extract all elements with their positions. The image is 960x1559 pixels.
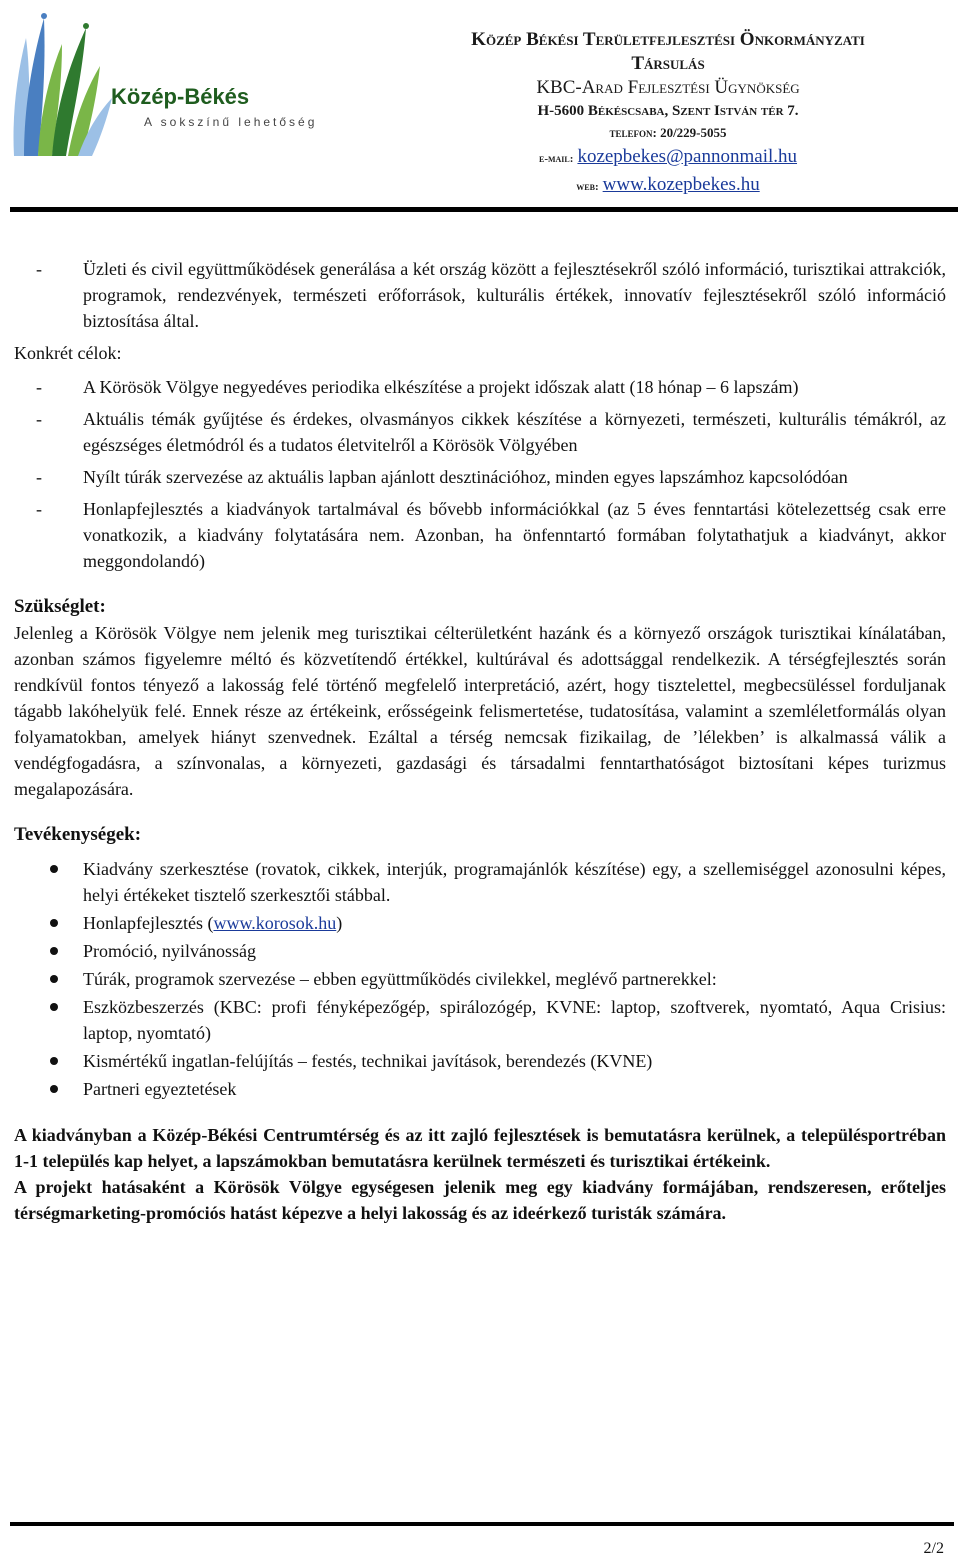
list-item <box>14 1076 946 1102</box>
list-item <box>14 856 946 908</box>
organization-block <box>398 28 938 200</box>
web-link[interactable]: www.kozepbekes.hu <box>602 174 760 195</box>
footer-divider <box>10 1522 954 1526</box>
tree-silhouette-icon <box>8 8 328 158</box>
bullet-icon <box>50 919 58 927</box>
activity-text: Kiadvány szerkesztése (rovatok, cikkek, interjúk, programajánlók készítése) egy, a szellemiséggel azonosulni képes, helyi értékeket tisztelő szerkesztői stábbal. <box>83 859 946 905</box>
activity-text: Eszközbeszerzés (KBC: profi fényképezőgép, spirálozógép, KVNE: laptop, szoftverek, nyomtató, Aqua Crisius: laptop, nyomtató) <box>83 997 946 1043</box>
korosok-link[interactable]: www.korosok.hu <box>213 913 337 933</box>
agency-name: KBC-Arad Fejlesztési Ügynökség <box>536 77 800 98</box>
header-divider <box>10 207 958 212</box>
intro-list <box>14 256 946 334</box>
list-item <box>14 1048 946 1074</box>
goal-item-text: A Körösök Völgye negyedéves periodika elkészítése a projekt időszak alatt (18 hónap – 6 lapszám) <box>83 377 799 397</box>
activity-text: Túrák, programok szervezése – ebben együttműködés civilekkel, meglévő partnerekkel: <box>83 969 717 989</box>
list-item <box>14 374 946 400</box>
list-item <box>14 256 946 334</box>
email-link[interactable]: kozepbekes@pannonmail.hu <box>577 146 798 167</box>
dash-icon: - <box>36 409 42 429</box>
list-item <box>14 496 946 574</box>
list-item <box>14 994 946 1046</box>
web-label: web: <box>576 181 599 193</box>
org-name-line1: Közép Békési Területfejlesztési Önkormányzati <box>471 29 865 50</box>
org-address: H-5600 Békéscsaba, Szent István tér 7. <box>537 103 799 119</box>
dash-icon: - <box>36 259 42 279</box>
activity-text: Promóció, nyilvánosság <box>83 941 256 961</box>
goals-label: Konkrét célok: <box>14 343 122 363</box>
bullet-icon <box>50 865 58 873</box>
closing-paragraph-1: A kiadványban a Közép-Békési Centrumtérség és az itt zajló fejlesztések is bemutatásra kerülnek, a településportréban 1-1 település kap helyet, a lapszámokban bemutatásra kerülnek természeti és turisztikai értékeink. <box>14 1125 946 1171</box>
list-item <box>14 406 946 458</box>
goals-list <box>14 374 946 574</box>
need-heading: Szükséglet: <box>14 596 106 617</box>
activity-text-suffix: ) <box>336 913 343 933</box>
page-number: 2/2 <box>923 1540 944 1557</box>
need-paragraph: Jelenleg a Körösök Völgye nem jelenik meg turisztikai célterületként hazánk és a környező országok turisztikai kínálatában, azonban számos figyelemre méltó és közvetítendő értékkel, kultúrával és adottsággal rendelkezik. A térségfejlesztés során rendkívül fontos tényező a lakosság felé történő megfelelő interpretáció, azért, hogy tisztelettel, megbecsüléssel forduljanak tágabb lakóhelyük felé. Ennek része az értékeink, erősségeink felismertetése, tudatosítása, valamint a szemléletformálás olyan folyamatokban, amelyek hiányt szenvednek. Ezáltal a térség nemcsak fizikailag, de ’lélekben’ is alkalmassá válik a vendégfogadásra, a színvonalas, a környezeti, gazdasági és társadalmi fenntarthatóságot biztosítani képes turizmus megalapozására. <box>14 623 946 799</box>
letterhead <box>0 0 960 205</box>
bullet-icon <box>50 1057 58 1065</box>
logo-subtitle: A sokszínű lehetőség <box>144 115 318 129</box>
closing-paragraph-2: A projekt hatásaként a Körösök Völgye egységesen jelenik meg egy kiadvány formájában, rendszeresen, erőteljes térségmarketing-promóciós hatást képezve a helyi lakosság és az ideérkező turisták számára. <box>14 1177 946 1223</box>
email-label: e-mail: <box>538 153 574 165</box>
activity-text-prefix: Honlapfejlesztés ( <box>83 913 214 933</box>
goal-item-text: Nyílt túrák szervezése az aktuális lapban ajánlott desztinációhoz, minden egyes lapszámhoz kapcsolódóan <box>83 467 848 487</box>
list-item <box>14 938 946 964</box>
email-line <box>398 144 938 172</box>
goal-item-text: Aktuális témák gyűjtése és érdekes, olvasmányos cikkek készítése a környezeti, természeti, kulturális témákról, az egészséges életmódról és a tudatos életvitelről a Körösök Völgyében <box>83 409 946 455</box>
bullet-icon <box>50 947 58 955</box>
bullet-icon <box>50 975 58 983</box>
activity-text: Partneri egyeztetések <box>83 1079 237 1099</box>
dash-icon: - <box>36 499 42 519</box>
kozep-bekes-logo <box>8 8 328 158</box>
list-item <box>14 910 946 936</box>
bullet-icon <box>50 1003 58 1011</box>
activities-heading: Tevékenységek: <box>14 824 142 845</box>
list-item <box>14 966 946 992</box>
org-phone: telefon: 20/229-5055 <box>609 125 727 140</box>
dash-icon: - <box>36 467 42 487</box>
activity-text: Kismértékű ingatlan-felújítás – festés, technikai javítások, berendezés (KVNE) <box>83 1051 653 1071</box>
intro-item-text: Üzleti és civil együttműködések generálása a két ország között a fejlesztésekről szóló információ, turisztikai attrakciók, programok, rendezvények, természeti erőforrások, kulturális értékek, innovatív fejlesztésekről szóló információ biztosítása által. <box>83 259 946 331</box>
list-item <box>14 464 946 490</box>
document-body <box>14 256 946 1226</box>
activities-list <box>14 856 946 1102</box>
dash-icon: - <box>36 377 42 397</box>
goal-item-text: Honlapfejlesztés a kiadványok tartalmával és bővebb információkkal (az 5 éves fenntartási kötelezettség csak erre vonatkozik, a kiadvány folytatására nem. Azonban, ha önfenntartó formában folytathatjuk a kiadványt, akkor meggondolandó) <box>83 499 946 571</box>
org-name-line2: Társulás <box>631 53 705 74</box>
web-line <box>398 172 938 200</box>
logo-title: Közép-Békés <box>111 84 250 109</box>
bullet-icon <box>50 1085 58 1093</box>
